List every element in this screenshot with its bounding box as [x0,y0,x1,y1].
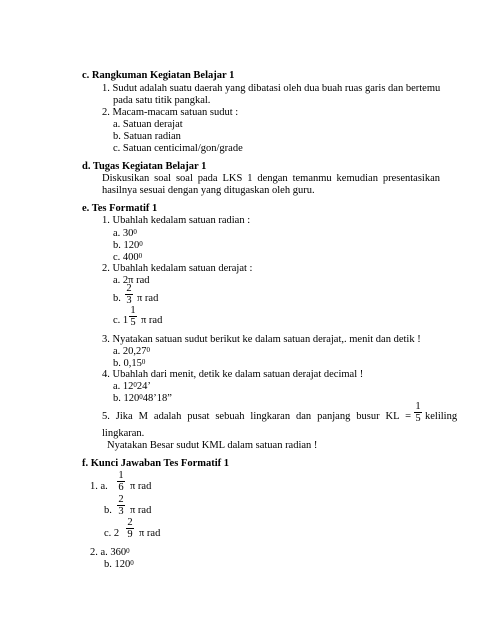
section-c-heading: c. Rangkuman Kegiatan Belajar 1 [82,70,235,81]
question-3a: a. 20,27$^0$ [113,346,151,357]
answer-1c-unit: π rad [139,528,161,539]
section-d-heading: d. Tugas Kegiatan Belajar 1 [82,161,207,172]
task-line-2: hasilnya sesuai dengan yang ditugaskan oleh guru. [102,185,315,196]
question-5-text: 5. Jika M adalah pusat sebuah lingkaran dan panjang busur KL = [102,411,411,422]
task-line-1: Diskusikan soal soal pada LKS 1 dengan temanmu kemudian presentasikan [102,173,440,184]
question-2b-label: b. [113,293,121,304]
summary-item-2: 2. Macam-macam satuan sudut : [102,107,239,118]
question-4a: a. $12^024$’ [113,381,151,392]
answer-1b-fraction: 2 3 [118,494,124,517]
question-5-fraction: 1 5 [415,401,421,424]
answer-1c-fraction: 2 9 [127,517,133,540]
question-5-tail: keliling [425,411,458,422]
question-2b-unit: π rad [137,293,159,304]
section-e-heading: e. Tes Formatif 1 [82,203,158,214]
question-1: 1. Ubahlah kedalam satuan radian : [102,215,251,226]
question-2b-fraction: 2 3 [126,283,132,306]
unit-degree: a. Satuan derajat [113,119,183,130]
question-3b: b. 0,15$^0$ [113,358,146,369]
question-5-line-3: Nyatakan Besar sudut KML dalam satuan radian ! [107,440,318,451]
question-1a: a. $30^0$ [113,228,137,239]
question-5-line-2: lingkaran. [102,428,145,439]
answer-1a-fraction: 1 6 [118,470,124,493]
question-2c-label: c. 1 [113,315,129,326]
question-1c: c. $400^0$ [113,252,143,263]
answer-2b: b. $120^0$ [104,559,134,570]
question-4b: b. $120^048’18$” [113,393,172,404]
question-3: 3. Nyatakan satuan sudut berikut ke dalam satuan derajat,. menit dan detik ! [102,334,421,345]
unit-centesimal: c. Satuan centicimal/gon/grade [113,143,243,154]
unit-radian: b. Satuan radian [113,131,181,142]
answer-1a-label: 1. a. [90,481,108,492]
question-2: 2. Ubahlah kedalam satuan derajat : [102,263,253,274]
answer-1c-label: c. 2 [104,528,120,539]
answer-2a: 2. a. $360^0$ [90,547,130,558]
question-2a: a. 2π rad [113,275,150,286]
question-1b: b. $120^0$ [113,240,143,251]
summary-item-1-line-1: 1. Sudut adalah suatu daerah yang dibatasi oleh dua buah ruas garis dan bertemu [102,83,441,94]
question-2c-fraction: 1 5 [130,305,136,328]
section-f-heading: f. Kunci Jawaban Tes Formatif 1 [82,458,230,469]
answer-1b-label: b. [104,505,112,516]
answer-1b-unit: π rad [130,505,152,516]
question-4: 4. Ubahlah dari menit, detik ke dalam satuan derajat decimal ! [102,369,364,380]
question-2c-unit: π rad [141,315,163,326]
answer-1a-unit: π rad [130,481,152,492]
summary-item-1-line-2: pada satu titik pangkal. [113,95,211,106]
